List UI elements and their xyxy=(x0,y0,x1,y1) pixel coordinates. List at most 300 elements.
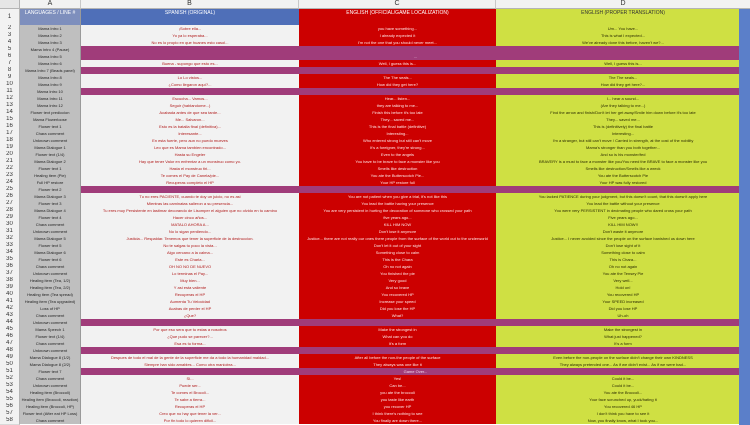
cell-spanish[interactable]: Algo cercano a la calma... xyxy=(81,249,299,256)
cell-line-label[interactable]: Healing item (Tea upgraded) xyxy=(20,298,81,305)
row-header[interactable]: 14 xyxy=(0,109,20,117)
table-row xyxy=(20,165,750,172)
row-header[interactable]: 28 xyxy=(0,207,20,215)
cell-english-official[interactable]: you taste like earth xyxy=(299,396,496,403)
cell-english-proper[interactable]: I don't think you have to see it xyxy=(496,410,750,417)
cell-spanish[interactable]: Yo ya lo esperaba... xyxy=(81,32,299,39)
cell-english-proper[interactable]: Mama's stronger than you both together... xyxy=(496,144,750,151)
cell-english-proper[interactable]: This is Chara... xyxy=(496,256,750,263)
cell-spanish[interactable]: SI... xyxy=(81,375,299,382)
row-header[interactable]: 13 xyxy=(0,102,20,110)
cell-english-official[interactable]: They... saved me... xyxy=(299,116,496,123)
cell-english-proper[interactable]: Oh no not again xyxy=(496,263,750,270)
row-header[interactable]: 31 xyxy=(0,228,20,236)
cell-line-label[interactable]: Mama Intro 9 xyxy=(20,81,81,88)
table-row xyxy=(20,249,750,256)
table-row xyxy=(20,326,750,333)
cell-english-official[interactable]: Interesting... xyxy=(299,130,496,137)
row-header[interactable]: 37 xyxy=(0,270,20,278)
cell-english-proper[interactable]: The The seals... xyxy=(496,74,750,81)
cell-english-official[interactable]: I'm not the one that you should never meet... xyxy=(299,39,496,46)
cell-english-official[interactable]: Did you lose the HP xyxy=(299,305,496,312)
table-row xyxy=(20,382,750,389)
cell-english-official[interactable]: Your HP restore full xyxy=(299,179,496,186)
cell-english-official[interactable]: Very good xyxy=(299,277,496,284)
cell-english-proper[interactable]: Justice... I never avoided since the people on the surface banished us down here xyxy=(496,235,750,242)
cell-line-label[interactable]: Unknown comment xyxy=(20,319,81,326)
cell-line-label[interactable]: Chara comment xyxy=(20,312,81,319)
section-divider xyxy=(81,67,750,74)
cell-spanish[interactable]: MATALO AHORA A... xyxy=(81,221,299,228)
cell-english-official[interactable]: You are very persistent in hurting the decoration of someone who crossed your path xyxy=(299,207,496,214)
row-header[interactable]: 10 xyxy=(0,81,20,89)
cell-english-official[interactable]: Don't let it out of your sight xyxy=(299,242,496,249)
row-header[interactable]: 17 xyxy=(0,130,20,138)
table-row xyxy=(20,396,750,403)
cell-spanish[interactable]: Acabas de perder el HP xyxy=(81,305,299,312)
column-header-d[interactable]: D xyxy=(496,0,750,9)
row-header[interactable]: 49 xyxy=(0,354,20,362)
row-header[interactable]: 50 xyxy=(0,361,20,369)
cell-english-proper[interactable]: Could it be... xyxy=(496,382,750,389)
cell-english-proper[interactable]: You ate the Butterscotch Pie xyxy=(496,172,750,179)
row-header[interactable]: 44 xyxy=(0,319,20,327)
cell-english-proper[interactable]: Well, I guess this is... xyxy=(496,60,750,67)
row-header[interactable]: 42 xyxy=(0,305,20,313)
row-header[interactable]: 8 xyxy=(0,67,20,75)
table-row xyxy=(20,60,750,67)
cell-english-official[interactable]: Oh no not again xyxy=(299,263,496,270)
row-header[interactable]: 47 xyxy=(0,340,20,348)
row-header[interactable]: 41 xyxy=(0,298,20,306)
cell-line-label[interactable]: Flower text 5 xyxy=(20,242,81,249)
cell-english-proper[interactable]: You lacked PATIENCE during your judgment, but this doesn't count, that this doesn't apply here xyxy=(496,193,750,200)
table-row xyxy=(20,102,750,109)
row-header[interactable]: 24 xyxy=(0,179,20,187)
cell-english-proper[interactable]: You recovered 46 HP xyxy=(496,403,750,410)
row-header[interactable]: 54 xyxy=(0,389,20,397)
row-header[interactable]: 16 xyxy=(0,123,20,131)
cell-spanish[interactable]: Hacer cinco años... xyxy=(81,214,299,221)
cell-spanish[interactable]: Despues de todo el mal de la gente de la superficie me da a todo la humanidad maldad... xyxy=(81,354,299,361)
cell-line-label[interactable]: Flower text prediccion xyxy=(20,109,81,116)
row-header[interactable]: 36 xyxy=(0,263,20,271)
cell-english-proper[interactable]: You ate the Tensey Pie xyxy=(496,270,750,277)
cell-spanish[interactable]: Recuperas el HP xyxy=(81,403,299,410)
cell-english-proper[interactable]: Your SPEED increased xyxy=(496,298,750,305)
table-row xyxy=(20,39,750,46)
cell-line-label[interactable]: Loss of HP xyxy=(20,305,81,312)
row-header[interactable]: 35 xyxy=(0,256,20,264)
row-header[interactable]: 29 xyxy=(0,214,20,222)
cell-english-official[interactable]: You lead the battle having your presence xyxy=(299,200,496,207)
cell-english-proper[interactable]: Your face scrunched up, yuck/hating it xyxy=(496,396,750,403)
cell-english-proper[interactable]: Don't lose sight of it xyxy=(496,242,750,249)
cell-english-proper[interactable]: Uh-oh xyxy=(496,312,750,319)
cell-english-proper[interactable]: You lead the battle without your presence xyxy=(496,200,750,207)
cell-spanish[interactable]: Buena - supongo que esto es... xyxy=(81,60,299,67)
cell-line-label[interactable]: Full HP restore xyxy=(20,179,81,186)
cell-english-official[interactable]: KILL HIM NOW xyxy=(299,221,496,228)
row-header[interactable]: 7 xyxy=(0,60,20,68)
cell-line-label[interactable]: Mama Intro 4 (Pause) xyxy=(20,46,81,53)
cell-spanish[interactable]: Mientras las caminatas salieron a su presencia... xyxy=(81,200,299,207)
cell-line-label[interactable]: Chara comment xyxy=(20,221,81,228)
cell-english-official[interactable]: You finally are down there... xyxy=(299,417,496,424)
cell-spanish[interactable]: No te salgas tu poco la vista... xyxy=(81,242,299,249)
row-header[interactable]: 6 xyxy=(0,53,20,61)
header-english-official[interactable]: ENGLISH (OFFICIAL/GAME LOCALIZATION) xyxy=(299,9,496,25)
cell-english-official[interactable]: It's a form xyxy=(299,340,496,347)
cell-line-label[interactable]: Healing item (Pie) xyxy=(20,172,81,179)
table-row xyxy=(20,263,750,270)
row-header[interactable]: 34 xyxy=(0,249,20,257)
cell-spanish[interactable]: Recuperas completo el HP xyxy=(81,179,299,186)
cell-spanish[interactable]: ¿Que pudo se parecer?... xyxy=(81,333,299,340)
table-row xyxy=(20,228,750,235)
cell-english-official[interactable]: Even to the angels xyxy=(299,151,496,158)
cell-line-label[interactable]: Flower text 7 xyxy=(20,368,81,375)
cell-spanish[interactable]: No es lo propio en que huanes esto casol... xyxy=(81,39,299,46)
cell-english-proper[interactable]: What just happened? xyxy=(496,333,750,340)
cell-line-label[interactable]: Healing item (Broccoli, HP) xyxy=(20,403,81,410)
cell-line-label[interactable]: Chara comment xyxy=(20,417,81,424)
header-row xyxy=(20,9,750,25)
table-row xyxy=(20,403,750,410)
cell-spanish[interactable]: ¿Como llegaron aquí?... xyxy=(81,81,299,88)
cell-spanish[interactable]: Me... Salvaron... xyxy=(81,116,299,123)
header-spanish[interactable]: SPANISH (ORIGINAL) xyxy=(81,9,299,25)
cell-english-official[interactable]: Can be... xyxy=(299,382,496,389)
cell-english-official[interactable]: And so brave xyxy=(299,284,496,291)
cell-english-proper[interactable]: This is (definitively) the final battle xyxy=(496,123,750,130)
cell-english-official[interactable]: This is the Chara xyxy=(299,256,496,263)
cell-english-proper[interactable]: Even before the non-people on the surface didn't change their own KINDNESS xyxy=(496,354,750,361)
cell-english-proper[interactable]: Now, you finally know, what I took you... xyxy=(496,417,750,424)
cell-spanish[interactable]: En esta fuerte, pero aun no puedo mueves xyxy=(81,137,299,144)
cell-english-official[interactable]: It's a foreigner, they're strong... xyxy=(299,144,496,151)
cell-line-label[interactable]: Chara comment xyxy=(20,375,81,382)
cell-english-official[interactable]: I already expected it xyxy=(299,32,496,39)
cell-english-official[interactable]: I think there's nothing to see xyxy=(299,410,496,417)
row-header[interactable]: 26 xyxy=(0,193,20,201)
cell-english-official[interactable]: You are not patient when you give a trial, it's not like this xyxy=(299,193,496,200)
row-header[interactable]: 52 xyxy=(0,375,20,383)
cell-spanish[interactable]: Te comes el Pay de Canela/pie... xyxy=(81,172,299,179)
cell-spanish[interactable]: Hay que tener Valor en enfrentar a un monstruo como yo. xyxy=(81,158,299,165)
cell-spanish[interactable]: Creo que no hay que tener la ver... xyxy=(81,410,299,417)
cell-line-label[interactable]: Flower text 4 xyxy=(20,214,81,221)
row-header[interactable]: 58 xyxy=(0,417,20,425)
cell-spanish[interactable]: Puede ser... xyxy=(81,382,299,389)
cell-english-proper[interactable]: It's a form xyxy=(496,340,750,347)
cell-line-label[interactable]: Mama Dialogue 2 xyxy=(20,158,81,165)
cell-line-label[interactable]: Mama Dialogue 8 (2/2) xyxy=(20,361,81,368)
cell-english-official[interactable]: Smells like destruction xyxy=(299,165,496,172)
table-row xyxy=(20,361,750,368)
cell-english-official[interactable]: How did they get here? xyxy=(299,81,496,88)
cell-line-label[interactable]: Mama Intro 12 xyxy=(20,102,81,109)
row-header[interactable]: 25 xyxy=(0,186,20,194)
column-header-a[interactable]: A xyxy=(20,0,81,9)
table-row xyxy=(20,298,750,305)
cell-english-official[interactable]: Increase your speed xyxy=(299,298,496,305)
cell-english-proper[interactable]: Your HP was fully restored xyxy=(496,179,750,186)
cell-english-official[interactable]: The The seals... xyxy=(299,74,496,81)
cell-english-official[interactable]: Who entered strong but still can't move xyxy=(299,137,496,144)
table-row xyxy=(20,186,750,193)
cell-english-proper[interactable]: Five years ago... xyxy=(496,214,750,221)
cell-english-official[interactable]: What? xyxy=(299,312,496,319)
cell-line-label[interactable]: Mama Flowerloose xyxy=(20,116,81,123)
cell-spanish[interactable]: Leo que es Mama tambien encontrado... xyxy=(81,144,299,151)
table-row xyxy=(20,340,750,347)
cell-spanish[interactable]: Esa es tu forma... xyxy=(81,340,299,347)
cell-spanish[interactable]: Aumenta Tu Velocidad xyxy=(81,298,299,305)
row-header[interactable]: 5 xyxy=(0,46,20,54)
cell-spanish[interactable]: Interesante... xyxy=(81,130,299,137)
cell-line-label[interactable]: Mama Dialogue 6 xyxy=(20,249,81,256)
cell-english-proper[interactable]: You were very PERSISTENT in decimating people who dared cross your path xyxy=(496,207,750,214)
cell-spanish[interactable]: No lo sigan perdiendo... xyxy=(81,228,299,235)
row-header[interactable]: 51 xyxy=(0,368,20,376)
row-header[interactable]: 40 xyxy=(0,291,20,299)
cell-english-proper[interactable]: KILL HIM NOW!! xyxy=(496,221,750,228)
row-header[interactable]: 23 xyxy=(0,172,20,180)
cell-spanish[interactable]: Seguir (hablandome...) xyxy=(81,102,299,109)
cell-english-official[interactable]: They always was one like it xyxy=(299,361,496,368)
row-header[interactable]: 43 xyxy=(0,312,20,320)
cell-english-proper[interactable]: Um... You have... xyxy=(496,25,750,32)
cell-english-proper[interactable]: Don't waste it anymore xyxy=(496,228,750,235)
table-row xyxy=(20,74,750,81)
cell-line-label[interactable]: Flower text (After eat HP Loss) xyxy=(20,410,81,417)
row-header[interactable]: 48 xyxy=(0,347,20,355)
row-header[interactable]: 39 xyxy=(0,284,20,292)
cell-english-official[interactable]: you have something... xyxy=(299,25,496,32)
cell-spanish[interactable]: Muy bien... xyxy=(81,277,299,284)
cell-line-label[interactable]: Flower text 3 xyxy=(20,200,81,207)
row-header[interactable]: 4 xyxy=(0,39,20,47)
row-header[interactable]: 53 xyxy=(0,382,20,390)
cell-spanish[interactable]: Te comes el Brocoli... xyxy=(81,389,299,396)
cell-english-proper[interactable]: BRAVERY is a must to face a monster like you/You need the BRAVE to face a monster like you xyxy=(496,158,750,165)
cell-line-label[interactable]: Chara comment xyxy=(20,340,81,347)
cell-line-label[interactable]: Healing item (Broccoli, reaction) xyxy=(20,396,81,403)
section-banner[interactable]: Game Over... xyxy=(81,368,750,375)
cell-line-label[interactable]: Unknown comment xyxy=(20,137,81,144)
header-english-proper[interactable]: ENGLISH (PROPER TRANSLATION) xyxy=(496,9,750,25)
cell-line-label[interactable]: Mama Dialogue 3 xyxy=(20,193,81,200)
cell-spanish[interactable]: ¿Que? xyxy=(81,312,299,319)
cell-english-official[interactable]: you ate the broccoli xyxy=(299,389,496,396)
table-row xyxy=(20,333,750,340)
cell-line-label[interactable]: Mama Intro 3 xyxy=(20,39,81,46)
cell-english-proper[interactable]: This is what I expected... xyxy=(496,32,750,39)
cell-english-official[interactable]: Something close to calm xyxy=(299,249,496,256)
cell-line-label[interactable]: Mama Intro 8 xyxy=(20,74,81,81)
cell-english-proper[interactable]: Make the strongest in xyxy=(496,326,750,333)
cell-spanish[interactable]: Por que eso sera que tu estas a nosotros xyxy=(81,326,299,333)
cell-english-proper[interactable]: (Are they talking to me...) xyxy=(496,102,750,109)
table-row xyxy=(20,319,750,326)
cell-line-label[interactable]: Mama Intro 5 xyxy=(20,53,81,60)
cell-english-official[interactable]: Finish this before it's too late xyxy=(299,109,496,116)
cell-english-official[interactable]: they are talking to me... xyxy=(299,102,496,109)
row-header[interactable]: 9 xyxy=(0,74,20,82)
cell-english-proper[interactable]: And so is his monster/fed xyxy=(496,151,750,158)
cell-english-official[interactable]: Hear... listen... xyxy=(299,95,496,102)
cell-line-label[interactable]: Mama Dialogue 4 xyxy=(20,207,81,214)
cell-spanish[interactable]: Siempre han sido amables... Como otra maniobra... xyxy=(81,361,299,368)
row-header[interactable]: 19 xyxy=(0,144,20,152)
row-header[interactable]: 18 xyxy=(0,137,20,145)
cell-line-label[interactable]: Mama Intro 6 xyxy=(20,60,81,67)
cell-english-proper[interactable]: They... saved me... xyxy=(496,116,750,123)
cell-english-proper[interactable]: We've already done this before, haven't we?... xyxy=(496,39,750,46)
cell-english-proper[interactable]: Hold on! xyxy=(496,284,750,291)
sheet-right-edge xyxy=(739,9,750,425)
cell-line-label[interactable]: Mama Intro 2 xyxy=(20,32,81,39)
cell-line-label[interactable]: Mama Intro 1 xyxy=(20,25,81,32)
column-header-c[interactable]: C xyxy=(299,0,496,9)
row-header[interactable]: 57 xyxy=(0,410,20,418)
cell-line-label[interactable]: Mama Intro 10 xyxy=(20,88,81,95)
row-header[interactable]: 1 xyxy=(0,9,20,26)
cell-english-official[interactable]: Well, I guess this is... xyxy=(299,60,496,67)
row-header[interactable]: 15 xyxy=(0,116,20,124)
row-header[interactable]: 11 xyxy=(0,88,20,96)
cell-spanish[interactable]: ¡Sobre ella... xyxy=(81,25,299,32)
row-header[interactable]: 12 xyxy=(0,95,20,103)
cell-english-official[interactable]: You ate the Butterscotch Pie... xyxy=(299,172,496,179)
cell-line-label[interactable]: Unknown comment xyxy=(20,228,81,235)
row-header[interactable]: 33 xyxy=(0,242,20,250)
table-row xyxy=(20,375,750,382)
cell-english-official[interactable]: After all before the non-the people of the surface xyxy=(299,354,496,361)
cell-english-official[interactable]: five years ago... xyxy=(299,214,496,221)
row-header[interactable]: 32 xyxy=(0,235,20,243)
row-header[interactable]: 30 xyxy=(0,221,20,229)
cell-line-label[interactable]: Flower text (1/4) xyxy=(20,151,81,158)
cell-english-official[interactable]: You recovered HP xyxy=(299,291,496,298)
row-header[interactable]: 2 xyxy=(0,25,20,33)
row-header[interactable]: 3 xyxy=(0,32,20,40)
cell-line-label[interactable]: Unknown comment xyxy=(20,270,81,277)
row-header[interactable]: 21 xyxy=(0,158,20,166)
row-header[interactable]: 56 xyxy=(0,403,20,411)
cell-line-label[interactable]: Mama Intro 7 (Beads panel) xyxy=(20,67,81,74)
select-all-corner[interactable] xyxy=(0,0,20,9)
cell-line-label[interactable]: Chara comment xyxy=(20,130,81,137)
row-header[interactable]: 20 xyxy=(0,151,20,159)
cell-english-proper[interactable]: Interesting... xyxy=(496,130,750,137)
cell-english-official[interactable]: You finished the pie xyxy=(299,270,496,277)
row-header[interactable]: 27 xyxy=(0,200,20,208)
row-header[interactable]: 45 xyxy=(0,326,20,334)
cell-english-official[interactable]: Make the strongest in xyxy=(299,326,496,333)
cell-english-proper[interactable]: How did they get here?... xyxy=(496,81,750,88)
cell-line-label[interactable]: Flower text 1 xyxy=(20,165,81,172)
table-row xyxy=(20,214,750,221)
cell-spanish[interactable]: Acabada antes de que sea tarde... xyxy=(81,109,299,116)
cell-spanish[interactable]: Lo terminas el Pay... xyxy=(81,270,299,277)
cell-spanish[interactable]: Y asi esta valiente xyxy=(81,284,299,291)
cell-english-proper[interactable]: Could it be... xyxy=(496,375,750,382)
cell-spanish[interactable]: Te sabe a tierra... xyxy=(81,396,299,403)
cell-spanish[interactable]: Recuperas el HP xyxy=(81,291,299,298)
cell-line-label[interactable]: Flower text 1 xyxy=(20,123,81,130)
cell-english-proper[interactable]: Find the arrow and finish/Don't let her get away/Smile him down before it's too late xyxy=(496,109,750,116)
cell-spanish[interactable]: Por fin todo lo quieren dificil... xyxy=(81,417,299,424)
cell-english-proper[interactable]: Something close to calm xyxy=(496,249,750,256)
cell-english-proper[interactable]: You ate the Broccoli... xyxy=(496,389,750,396)
cell-english-official[interactable]: You have to be brave to face a monster like you xyxy=(299,158,496,165)
cell-english-official[interactable]: Justice... there are not really our ones there people from the surface of the world out to the underworld xyxy=(299,235,496,242)
cell-line-label[interactable]: Unknown comment xyxy=(20,347,81,354)
cell-spanish[interactable]: Tu no eres PACIENTE, cuando te doy un juicio, no es asi xyxy=(81,193,299,200)
cell-line-label[interactable]: Healing item (Tea spread) xyxy=(20,291,81,298)
cell-english-official[interactable]: This is the final battle (definitive) xyxy=(299,123,496,130)
cell-english-official[interactable]: Don't lose it anymore xyxy=(299,228,496,235)
section-banner[interactable]: ... xyxy=(81,53,750,60)
cell-spanish[interactable]: OH NO NO DE NUEVO xyxy=(81,263,299,270)
cell-line-label[interactable]: Mama Dialogue 5 xyxy=(20,235,81,242)
cell-spanish[interactable]: Tu eres muy Persistente en lastimar decorando de Lisomper el alguien que no olvido en tu camino xyxy=(81,207,299,214)
cell-line-label[interactable]: Healing item (Broccoli) xyxy=(20,389,81,396)
cell-english-proper[interactable]: You recovered HP xyxy=(496,291,750,298)
cell-line-label[interactable]: Mama Dialogue 1 xyxy=(20,144,81,151)
cell-spanish[interactable]: Hasta su Engeler xyxy=(81,151,299,158)
table-row xyxy=(20,312,750,319)
cell-english-proper[interactable]: I... hear a sound... xyxy=(496,95,750,102)
row-header[interactable]: 22 xyxy=(0,165,20,173)
cell-line-label[interactable]: Mama Intro 11 xyxy=(20,95,81,102)
section-divider xyxy=(81,46,750,53)
cell-spanish[interactable]: Justicia... Respaldar. Tenemos que tener la superficie de la destruccion. xyxy=(81,235,299,242)
cell-line-label[interactable]: Unknown comment xyxy=(20,382,81,389)
section-divider xyxy=(81,319,750,326)
row-header[interactable]: 55 xyxy=(0,396,20,404)
cell-english-official[interactable]: Yes! xyxy=(299,375,496,382)
cell-english-proper[interactable]: They always pretended one... As if we didn't exist... As if we were bad... xyxy=(496,361,750,368)
cell-spanish[interactable]: Escucha... Vamos... xyxy=(81,95,299,102)
cell-line-label[interactable]: Healing item (Tea, 2/2) xyxy=(20,284,81,291)
cell-spanish[interactable]: Hasta el monstruo tiri... xyxy=(81,165,299,172)
row-header[interactable]: 38 xyxy=(0,277,20,285)
cell-line-label[interactable]: Mama Speech 1 xyxy=(20,326,81,333)
cell-line-label[interactable]: Flower text (1/4) xyxy=(20,333,81,340)
header-languages[interactable]: LANGUAGES / LINE # xyxy=(20,9,81,25)
row-header[interactable]: 46 xyxy=(0,333,20,341)
cell-spanish[interactable]: Esto es la batalla final (definitiva)... xyxy=(81,123,299,130)
table-row xyxy=(20,67,750,74)
column-header-b[interactable]: B xyxy=(81,0,299,9)
cell-english-official[interactable]: you recover HP xyxy=(299,403,496,410)
cell-english-proper[interactable]: Very well... xyxy=(496,277,750,284)
cell-line-label[interactable]: Flower text 6 xyxy=(20,256,81,263)
cell-english-proper[interactable]: Smells like destruction/Smells like a wreck xyxy=(496,165,750,172)
cell-line-label[interactable]: Healing item (Tea, 1/2) xyxy=(20,277,81,284)
cell-spanish[interactable]: Este es Charla... xyxy=(81,256,299,263)
cell-spanish[interactable]: Lo Lo vistos... xyxy=(81,74,299,81)
cell-line-label[interactable]: Chara comment xyxy=(20,263,81,270)
cell-line-label[interactable]: Flower text 2 xyxy=(20,186,81,193)
cell-line-label[interactable]: Mama Dialogue 8 (1/2) xyxy=(20,354,81,361)
cell-english-proper[interactable]: Did you lose HP xyxy=(496,305,750,312)
cell-english-proper[interactable]: I'm a stranger, but still can't move / Carried in strength, at the cost of the nobility xyxy=(496,137,750,144)
cell-english-official[interactable]: What can you do xyxy=(299,333,496,340)
